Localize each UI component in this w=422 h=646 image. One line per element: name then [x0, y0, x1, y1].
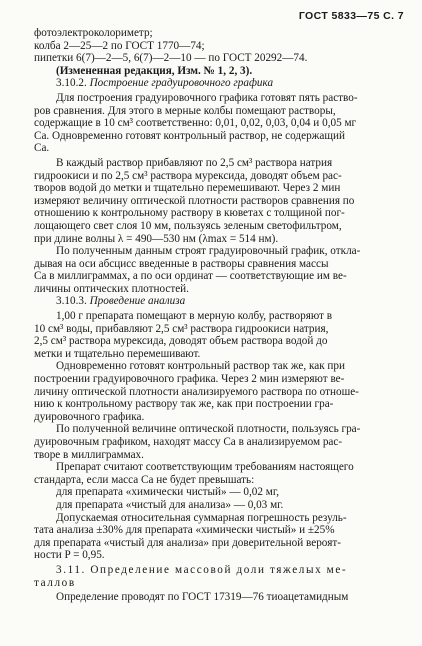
paragraph-line: 10 см³ воды, прибавляют 2,5 см³ раствора гидроокиси натрия,	[34, 322, 329, 335]
paragraph-line: Для построения градуировочного графика готовят пять раство-	[56, 91, 358, 104]
paragraph-line: В каждый раствор прибавляют по 2,5 см³ раствора натрия	[56, 156, 333, 169]
section-heading-3-10-2	[34, 77, 404, 90]
paragraph-line: содержащие в 10 см³ соответственно: 0,01, 0,02, 0,03, 0,04 и 0,05 мг	[34, 117, 357, 130]
paragraph-line: личины оптических плотностей.	[34, 282, 189, 295]
running-header: ГОСТ 5833—75 С. 7	[298, 10, 404, 22]
paragraph	[34, 157, 404, 245]
section-title: Проведение анализа	[89, 295, 186, 308]
section-heading-3-11-continued: таллов	[34, 576, 76, 589]
paragraph-line: дуировочным графиком, находят массу Са в анализируемом рас-	[34, 436, 343, 448]
paragraph	[34, 310, 404, 360]
document-body	[34, 27, 404, 604]
paragraph-line: отношению к контрольному раствору в кюветах с толщиной пог-	[34, 207, 345, 220]
equipment-item: фотоэлектроколориметр;	[34, 27, 153, 39]
paragraph-line: стандарта, если масса Са не будет превышать:	[34, 473, 255, 486]
paragraph-line: тата анализа ±30% для препарата «химически чистый» и ±25%	[34, 524, 335, 537]
paragraph	[34, 245, 404, 295]
paragraph-line: ности P = 0,95.	[34, 549, 105, 562]
paragraph-line: Определение проводят по ГОСТ 17319—76 тиоацетамидным	[56, 591, 349, 604]
paragraph-line: 2,5 см³ раствора мурексида, доводят объем раствора водой до	[34, 335, 328, 348]
section-number: 3.10.3.	[56, 295, 87, 308]
section-title: Построение градуировочного графика	[89, 77, 274, 90]
paragraph	[34, 360, 404, 423]
paragraph-line: личину оптической плотности анализируемого раствора по отноше-	[34, 385, 359, 398]
paragraph-line: По полученным данным строят градуировочный график, откла-	[56, 245, 361, 258]
paragraph-line: творов водой до метки и тщательно перемешивают. Через 2 мин	[34, 182, 341, 195]
section-heading-3-10-3	[34, 295, 404, 308]
requirement-item: для препарата «химически чистый» — 0,02 мг,	[56, 486, 279, 499]
document-page	[34, 0, 404, 646]
paragraph-line: дывая на оси абсцисс введенные в растворы сравнения массы	[34, 257, 329, 270]
paragraph	[34, 512, 404, 562]
paragraph-line: Са. Одновременно готовят контрольный раствор, не содержащий	[34, 129, 345, 142]
paragraph-line: Препарат считают соответствующим требованиям настоящего	[56, 461, 354, 474]
section-heading-3-11: 3.11. Определение массовой доли тяжелых ме-	[56, 563, 348, 576]
equipment-item: пипетки 6(7)—2—5, 6(7)—2—10 — по ГОСТ 20292—74.	[34, 52, 308, 65]
paragraph-line: измеряют величину оптической плотности растворов сравнения по	[34, 194, 355, 207]
paragraph-line: гидроокиси и по 2,5 см³ раствора мурексида, доводят объем рас-	[34, 169, 342, 182]
paragraph-line: нию к контрольному раствору так же, как при построении гра-	[34, 398, 334, 411]
paragraph	[34, 92, 404, 155]
paragraph-line: построении градуировочного графика. Через 2 мин измеряют ве-	[34, 373, 345, 386]
paragraph-line: метки и тщательно перемешивают.	[34, 347, 201, 360]
paragraph-line: лощающего свет слоя 10 мм, пользуясь зеленым светофильтром,	[34, 219, 342, 232]
paragraph-line: ров сравнения. Для этого в мерные колбы помещают растворы,	[34, 104, 336, 117]
paragraph-line: Са.	[34, 142, 50, 155]
paragraph-line: Одновременно готовят контрольный раствор так же, как при	[56, 360, 345, 373]
paragraph-line: для препарата «чистый для анализа» при доверительной вероят-	[34, 536, 341, 549]
paragraph-line: По полученной величине оптической плотности, пользуясь гра-	[56, 423, 361, 436]
requirement-item: для препарата «чистый для анализа» — 0,03 мг.	[56, 498, 284, 511]
equipment-item: колба 2—25—2 по ГОСТ 1770—74;	[34, 39, 205, 52]
paragraph-line: Допускаемая относительная суммарная погрешность резуль-	[56, 511, 347, 524]
section-number: 3.10.2.	[56, 77, 87, 90]
paragraph	[34, 423, 404, 461]
paragraph-line: дуировочного графика.	[34, 410, 145, 423]
paragraph-line: Са в миллиграммах, а по оси ординат — соответствующие им ве-	[34, 270, 347, 283]
paragraph	[34, 461, 404, 486]
paragraph-line: творе в миллиграммах.	[34, 448, 144, 461]
paragraph-line: при длине волны λ = 490—530 нм (λmax = 514 нм).	[34, 232, 279, 245]
paragraph-line: 1,00 г препарата помещают в мерную колбу, растворяют в	[56, 310, 333, 323]
amendment-note: (Измененная редакция, Изм. № 1, 2, 3).	[56, 64, 253, 77]
